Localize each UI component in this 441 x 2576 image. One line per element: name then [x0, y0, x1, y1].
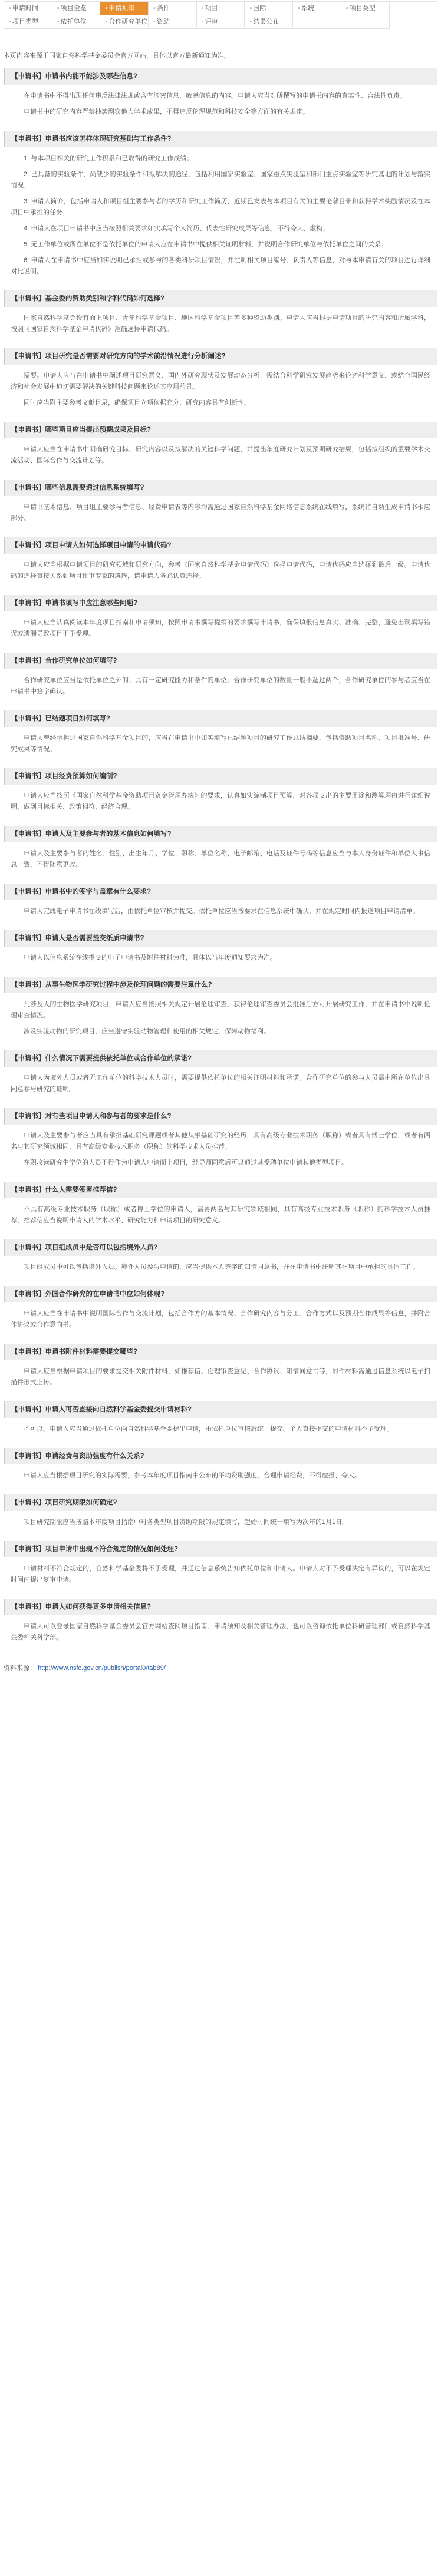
qa-item	[4, 977, 437, 1043]
answer-paragraph: 5. 无工作单位或所在单位不是依托单位的申请人应在申请书中提供相关证明材料，并说明合作研究单位与依托单位之间的关系；	[24, 241, 388, 248]
tab-item[interactable]	[100, 15, 149, 29]
tab-bullet-icon: ▪	[298, 5, 301, 12]
answer-body	[4, 307, 437, 341]
source-link[interactable]: http://www.nsfc.gov.cn/publish/portal0/tab89/	[38, 1665, 166, 1672]
question-heading: 【申请书】项目研究是否需要对研究方向的学术前沿情况进行分析阐述?	[4, 348, 437, 365]
answer-paragraph: 申请人应当根据项目研究的实际需要，参考本年度项目指南中公布的平均资助强度，合理申请经费，不得虚报、夸大。	[24, 1472, 361, 1479]
answer-paragraph: 申请人及主要参与者应当具有承担基础研究课题或者其他从事基础研究的经历，具有高级专业技术职务（职称）或者具有博士学位，或者有两名与其研究领域相同、具有高级专业技术职务（职称）的科学技术人员推荐。	[11, 1132, 430, 1150]
tab-item[interactable]	[293, 2, 341, 15]
qa-item	[4, 1448, 437, 1487]
answer-paragraph: 6. 申请人在申请书中应当如实说明已承担或参与的各类科研项目情况，并注明相关项目编号、负责人等信息，对与本申请有关的项目进行详细对比说明。	[11, 257, 430, 275]
qa-list	[4, 68, 437, 1649]
qa-item	[4, 290, 437, 341]
answer-body	[4, 1464, 437, 1487]
tab-label: 依托单位	[60, 18, 87, 25]
answer-paragraph: 申请材料不符合规定的，自然科学基金委将不予受理，并通过信息系统告知依托单位和申请人。申请人对不予受理决定有异议的，可以在规定时间内提出复审申请。	[11, 1565, 430, 1583]
answer-paragraph: 涉及实验动物的研究项目，应当遵守实验动物管理和使用的相关规定，保障动物福利。	[24, 1028, 270, 1035]
tab-label: 条件	[156, 5, 170, 12]
answer-paragraph: 申请人应当按照《国家自然科学基金资助项目资金管理办法》的要求，认真如实编制项目预算，对各项支出的主要用途和测算理由进行详细说明，做到目标相关、政策相符、经济合理。	[11, 792, 430, 811]
answer-paragraph: 3. 申请人简介，包括申请人和项目组主要参与者的学历和研究工作简历，近期已发表与本项目有关的主要论著目录和获得学术奖励情况及在本项目中承担的任务；	[11, 198, 430, 216]
answer-paragraph: 申请人为境外人员或者无工作单位的科学技术人员时，需要提供依托单位的相关证明材料和承诺。合作研究单位的参与人员需由所在单位出具同意参与研究的证明。	[11, 1074, 430, 1093]
answer-paragraph: 合作研究单位应当是依托单位之外的、具有一定研究能力和条件的单位。合作研究单位的数量一般不超过两个，合作研究单位的参与者应当在申请书中签字确认。	[11, 677, 430, 695]
qa-item	[4, 1344, 437, 1394]
tab-bullet-icon: ▪	[105, 18, 108, 25]
answer-body	[4, 785, 437, 819]
tab-bullet-icon: ▪	[105, 5, 108, 12]
question-heading: 【申请书】外国合作研究的在申请书中应如何体现?	[4, 1286, 437, 1302]
answer-body	[4, 365, 437, 415]
answer-paragraph: 申请人应当根据申请项目的要求提交相关附件材料，如推荐信、伦理审查意见、合作协议、知情同意书等，附件材料需通过信息系统以电子扫描件形式上传。	[11, 1368, 430, 1386]
answer-body	[4, 1615, 437, 1649]
qa-item	[4, 826, 437, 877]
answer-paragraph: 不具有高级专业技术职务（职称）或者博士学位的申请人，需要两名与其研究领域相同、具有高级专业技术职务（职称）的科学技术人员推荐，推荐信应当说明申请人的学术水平、研究能力和申请项目的研究意义。	[11, 1206, 430, 1224]
answer-body	[4, 85, 437, 124]
answer-body	[4, 1360, 437, 1394]
tab-item[interactable]	[149, 15, 197, 29]
qa-item	[4, 1108, 437, 1175]
question-heading: 【申请书】从事生物医学研究过程中涉及伦理问题的需要注意什么?	[4, 977, 437, 993]
tab-label: 资助	[156, 18, 170, 25]
answer-paragraph: 在职攻读研究生学位的人员不得作为申请人申请面上项目，经导师同意后可以通过其受聘单位申请其他类型项目。	[24, 1159, 348, 1166]
tab-label: 项目类型	[12, 18, 38, 25]
answer-body	[4, 611, 437, 646]
tab-label: 项目	[205, 5, 218, 12]
question-heading: 【申请书】申请人如何获得更多申请相关信息?	[4, 1599, 437, 1615]
qa-item	[4, 1401, 437, 1441]
answer-paragraph: 申请人完成电子申请书在线填写后，由依托单位审核并提交。依托单位应当按要求在信息系统中确认，并在规定时间内报送项目申请清单。	[24, 908, 419, 915]
answer-body	[4, 1198, 437, 1232]
question-heading: 【申请书】什么人需要签署推荐信?	[4, 1182, 437, 1198]
answer-body	[4, 842, 437, 877]
answer-paragraph: 申请书中的研究内容严禁抄袭剽窃他人学术成果，不得违反伦理规范和科技安全等方面的有关规定。	[24, 108, 309, 115]
answer-paragraph: 4. 申请人在项目申请书中应当按照相关要求如实填写个人简历、代表性研究成果等信息，不得夸大、虚构；	[24, 225, 330, 232]
answer-paragraph: 申请人应当在申请书中明确研究目标、研究内容以及拟解决的关键科学问题，并提出年度研究计划及预期研究结果，包括拟组织的重要学术交流活动、国际合作与交流计划等。	[11, 446, 430, 464]
answer-paragraph: 凡涉及人的生物医学研究项目，申请人应当按照相关规定开展伦理审查，获得伦理审查委员会批准后方可开展研究工作，并在申请书中说明伦理审查情况。	[11, 1001, 430, 1019]
question-heading: 【申请书】什么情况下需要提供依托单位或合作单位的承诺?	[4, 1050, 437, 1067]
tab-label: 系统	[301, 5, 315, 12]
qa-item	[4, 710, 437, 761]
question-heading: 【申请书】哪些信息需要通过信息系统填写?	[4, 480, 437, 496]
answer-paragraph: 申请书基本信息、项目组主要参与者信息、经费申请表等内容均需通过国家自然科学基金网络信息系统在线填写，系统将自动生成申请书相应部分。	[11, 504, 430, 522]
tab-label: 项目全览	[60, 5, 87, 12]
answer-paragraph: 2. 已具备的实验条件，尚缺少的实验条件和拟解决的途径，包括利用国家实验室、国家重点实验室和部门重点实验室等研究基地的计划与落实情况；	[11, 171, 430, 189]
tab-item[interactable]	[52, 29, 101, 42]
qa-item	[4, 480, 437, 530]
qa-item	[4, 1286, 437, 1337]
answer-paragraph: 申请人应当根据申请项目的研究领域和研究方向，参考《国家自然科学基金申请代码》选择申请代码，申请代码应当选择到最后一级。申请代码的选择直接关系到项目评审专家的遴选，请申请人务必认真选择。	[11, 561, 430, 580]
tab-item[interactable]	[197, 2, 245, 15]
answer-body	[4, 900, 437, 923]
qa-item	[4, 131, 437, 283]
tab-item[interactable]	[52, 2, 101, 15]
tab-bullet-icon: ▪	[201, 18, 204, 25]
tab-bullet-icon: ▪	[9, 5, 11, 12]
tab-bullet-icon: ▪	[57, 18, 60, 25]
answer-body	[4, 1302, 437, 1337]
question-heading: 【申请书】项目组成员中是否可以包括境外人员?	[4, 1239, 437, 1256]
tab-item[interactable]	[245, 15, 293, 29]
tab-item[interactable]	[341, 2, 390, 15]
tab-bullet-icon: ▪	[249, 18, 252, 25]
qa-item	[4, 1050, 437, 1101]
answer-body	[4, 147, 437, 283]
qa-item	[4, 1494, 437, 1534]
tab-bullet-icon: ▪	[9, 18, 11, 25]
answer-body	[4, 1511, 437, 1534]
notice-text: 本页内容来源于国家自然科学基金委员会官方网站，具体以官方最新通知为准。	[4, 52, 231, 59]
answer-body	[4, 1557, 437, 1592]
tab-item[interactable]	[100, 2, 149, 15]
answer-body	[4, 554, 437, 588]
tab-item[interactable]	[4, 2, 52, 15]
source-label: 资料来源：	[4, 1665, 36, 1672]
answer-paragraph: 需要。申请人应当在申请书中阐述项目研究意义、国内外研究现状及发展动态分析，需结合科学研究发展趋势来论述科学意义，或结合国民经济和社会发展中迫切需要解决的关键科技问题来论述其应用前景。	[11, 372, 430, 391]
tab-item[interactable]	[4, 15, 52, 29]
question-heading: 【申请书】基金委的资助类别和学科代码如何选择?	[4, 290, 437, 307]
tab-label: 评审	[205, 18, 218, 25]
qa-item	[4, 422, 437, 472]
question-heading: 【申请书】申请人可否直接向自然科学基金委提交申请材料?	[4, 1401, 437, 1418]
question-heading: 【申请书】合作研究单位如何填写?	[4, 653, 437, 669]
tab-label: 合作研究单位	[108, 18, 148, 25]
tab-label: 结果公布	[253, 18, 279, 25]
answer-paragraph: 在申请书中不得出现任何违反法律法规或含有涉密信息、敏感信息的内容。申请人应当对所撰写的申请书内容的真实性、合法性负责。	[24, 92, 406, 100]
question-heading: 【申请书】申请人及主要参与者的基本信息如何填写?	[4, 826, 437, 842]
question-heading: 【申请书】已结题项目如何填写?	[4, 710, 437, 727]
qa-item	[4, 1239, 437, 1279]
answer-paragraph: 同时应当附主要参考文献目录，确保项目立项依据充分、研究内容具有创新性。	[24, 399, 251, 406]
answer-paragraph: 项目组成员中可以包括境外人员。境外人员参与申请的，应当提供本人签字的知情同意书，并在申请书中注明其在项目中承担的具体工作。	[24, 1264, 419, 1271]
qa-item	[4, 1599, 437, 1649]
tab-item[interactable]	[149, 2, 197, 15]
tab-bullet-icon: ▪	[249, 5, 252, 12]
answer-paragraph: 申请人应当认真阅读本年度项目指南和申请须知，按照申请书撰写提纲的要求撰写申请书，确保填报信息真实、准确、完整，避免出现填写错误或遗漏导致项目不予受理。	[11, 619, 430, 637]
question-heading: 【申请书】申请经费与资助强度有什么关系?	[4, 1448, 437, 1464]
tab-item[interactable]	[52, 15, 101, 29]
qa-item	[4, 768, 437, 819]
answer-body	[4, 1256, 437, 1279]
question-heading: 【申请书】项目经费预算如何编制?	[4, 768, 437, 785]
answer-paragraph: 项目研究期限应当按照本年度项目指南中对各类型项目资助期限的规定填写，起始时间统一填写为次年的1月1日。	[24, 1519, 349, 1526]
question-heading: 【申请书】申请人是否需要提交纸质申请书?	[4, 930, 437, 947]
tab-label: 国际	[253, 5, 266, 12]
tab-item[interactable]	[197, 15, 245, 29]
tab-label: 申请须知	[108, 5, 135, 12]
question-heading: 【申请书】申请书应该怎样体现研究基础与工作条件?	[4, 131, 437, 147]
qa-item	[4, 1182, 437, 1232]
tab-label: 项目类型	[349, 5, 376, 12]
answer-paragraph: 国家自然科学基金设有面上项目、青年科学基金项目、地区科学基金项目等多种资助类别。申请人应当根据申请项目的研究内容和所属学科，按照《国家自然科学基金申请代码》准确选择申请代码。	[11, 315, 430, 333]
question-heading: 【申请书】申请书内能不能涉及哪些信息?	[4, 68, 437, 85]
qa-item	[4, 537, 437, 588]
qa-item	[4, 653, 437, 703]
question-heading: 【申请书】项目研究期限如何确定?	[4, 1494, 437, 1511]
tab-bullet-icon: ▪	[153, 5, 156, 12]
answer-paragraph: 不可以。申请人应当通过依托单位向自然科学基金委提出申请，由依托单位审核后统一提交。个人直接提交的申请材料不予受理。	[24, 1426, 393, 1433]
qa-item	[4, 1541, 437, 1592]
answer-body	[4, 1067, 437, 1101]
tab-label: 申请时间	[12, 5, 38, 12]
qa-item	[4, 930, 437, 970]
question-heading: 【申请书】项目申请人如何选择项目申请的申请代码?	[4, 537, 437, 554]
answer-body	[4, 947, 437, 970]
question-heading: 【申请书】项目申请中出现不符合规定的情况如何处理?	[4, 1541, 437, 1557]
tab-item[interactable]	[245, 2, 293, 15]
answer-paragraph: 1. 与本项目相关的研究工作积累和已取得的研究工作成绩；	[24, 155, 193, 162]
tab-item[interactable]	[293, 15, 341, 29]
question-heading: 【申请书】申请书填写中应注意哪些问题?	[4, 595, 437, 611]
answer-body	[4, 438, 437, 472]
answer-body	[4, 727, 437, 761]
answer-body	[4, 669, 437, 703]
footer	[4, 1658, 437, 1674]
tab-bullet-icon: ▪	[153, 18, 156, 25]
question-heading: 【申请书】对有些项目申请人和参与者的要求是什么?	[4, 1108, 437, 1125]
qa-item	[4, 595, 437, 646]
tab-item[interactable]	[4, 29, 52, 42]
question-heading: 【申请书】申请书附件材料需要提交哪些?	[4, 1344, 437, 1360]
tab-bullet-icon: ▪	[201, 5, 204, 12]
answer-body	[4, 1418, 437, 1441]
question-heading: 【申请书】申请书中的签字与盖章有什么要求?	[4, 884, 437, 900]
page	[0, 1, 441, 1679]
question-heading: 【申请书】哪些项目应当提出预期成果及目标?	[4, 422, 437, 438]
answer-body	[4, 1125, 437, 1175]
answer-body	[4, 496, 437, 530]
answer-paragraph: 申请人以信息系统在线提交的电子申请书及附件材料为准，具体以当年度通知要求为准。	[24, 954, 277, 961]
qa-item	[4, 68, 437, 124]
answer-paragraph: 申请人曾经承担过国家自然科学基金项目的，应当在申请书中如实填写已结题项目的研究工作总结摘要，包括资助项目名称、项目批准号、研究成果等情况。	[11, 735, 430, 753]
tab-bar	[4, 1, 437, 42]
answer-paragraph: 申请人及主要参与者的姓名、性别、出生年月、学位、职称、单位名称、电子邮箱、电话及证件号码等信息应当与本人身份证件和单位人事信息一致，不得随意更改。	[11, 850, 430, 868]
answer-body	[4, 993, 437, 1043]
qa-item	[4, 884, 437, 923]
qa-item	[4, 348, 437, 415]
answer-paragraph: 申请人应当在申请书中说明国际合作与交流计划，包括合作方的基本情况、合作研究内容与分工、合作方式以及预期合作成果等信息，并附合作协议或合作意向书。	[11, 1310, 430, 1328]
tab-item[interactable]	[341, 15, 390, 29]
tab-bullet-icon: ▪	[57, 5, 60, 12]
answer-paragraph: 申请人可以登录国家自然科学基金委员会官方网站查阅项目指南、申请须知及相关管理办法，也可以咨询依托单位科研管理部门或自然科学基金委相关科学部。	[11, 1623, 430, 1641]
tab-bullet-icon: ▪	[345, 5, 348, 12]
